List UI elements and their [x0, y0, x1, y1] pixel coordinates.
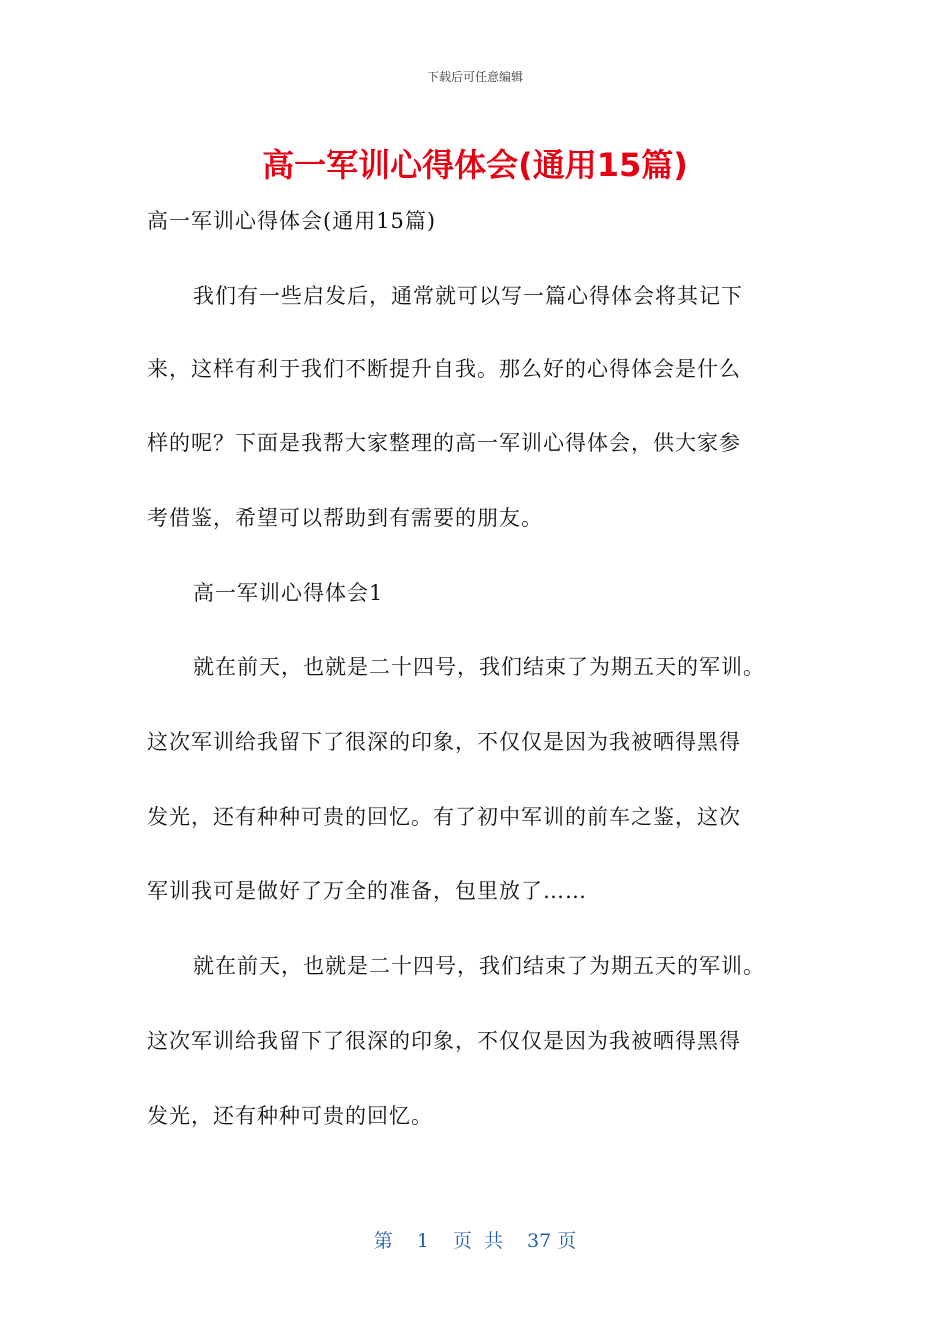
paragraph-line: 样的呢？下面是我帮大家整理的高一军训心得体会，供大家参 — [147, 431, 741, 455]
footer-prefix: 第 — [373, 1230, 393, 1252]
total-page-count: 37 — [527, 1230, 552, 1252]
paragraph-line: 考借鉴，希望可以帮助到有需要的朋友。 — [147, 506, 543, 530]
subtitle-line: 高一军训心得体会(通用15篇) — [147, 209, 437, 233]
paragraph-line: 军训我可是做好了万全的准备，包里放了…… — [147, 879, 587, 903]
current-page-number: 1 — [416, 1230, 429, 1252]
paragraph-line: 这次军训给我留下了很深的印象，不仅仅是因为我被晒得黑得 — [147, 730, 741, 754]
footer-suffix: 页 — [557, 1230, 577, 1252]
paragraph-line: 这次军训给我留下了很深的印象，不仅仅是因为我被晒得黑得 — [147, 1029, 741, 1053]
paragraph-line: 就在前天，也就是二十四号，我们结束了为期五天的军训。 — [193, 655, 765, 679]
header-note: 下载后可任意编辑 — [426, 70, 523, 84]
document-title: 高一军训心得体会(通用15篇) — [262, 146, 688, 184]
paragraph-line: 发光，还有种种可贵的回忆。有了初中军训的前车之鉴，这次 — [147, 805, 741, 829]
paragraph-line: 就在前天，也就是二十四号，我们结束了为期五天的军训。 — [193, 954, 765, 978]
section-heading: 高一军训心得体会1 — [193, 581, 384, 605]
paragraph-line: 来，这样有利于我们不断提升自我。那么好的心得体会是什么 — [147, 357, 741, 381]
footer-mid: 页 共 — [452, 1230, 503, 1252]
page-footer — [0, 1226, 950, 1253]
paragraph-line: 发光，还有种种可贵的回忆。 — [147, 1104, 433, 1128]
paragraph-line: 我们有一些启发后，通常就可以写一篇心得体会将其记下 — [193, 284, 743, 308]
